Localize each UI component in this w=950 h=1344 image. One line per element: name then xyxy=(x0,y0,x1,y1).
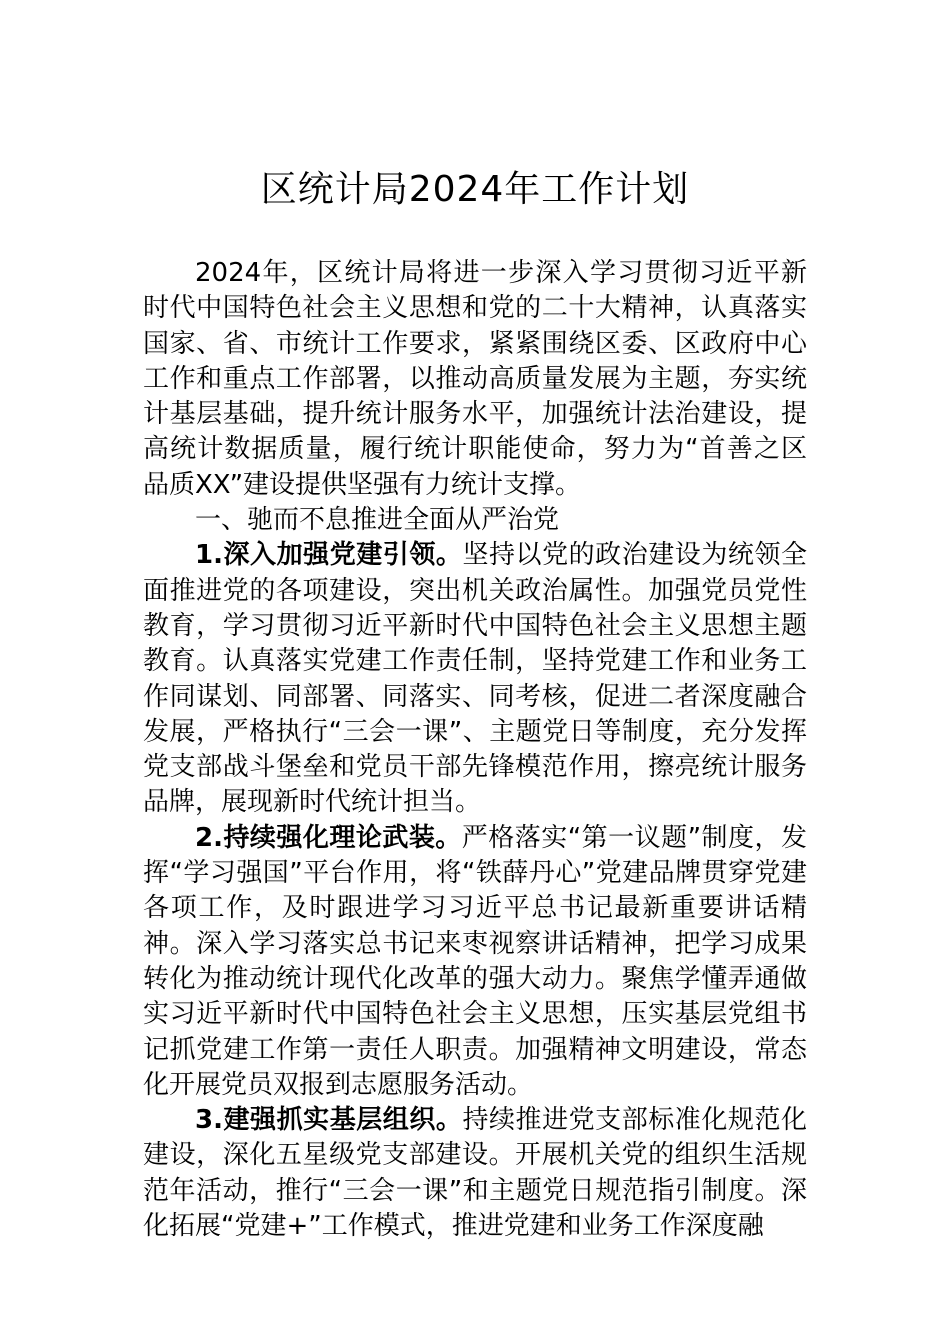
item-text: 持续推进党支部标准化规范化建设，深化五星级党支部建设。开展机关党的组织生活规范年活动，推行“三会一课”和主题党日规范指引制度。深化拓展“党建+”工作模式，推进党建和业务工作深度融 xyxy=(143,1105,807,1242)
item-paragraph xyxy=(143,538,807,820)
item-paragraph xyxy=(143,1103,807,1244)
item-text: 严格落实“第一议题”制度，发挥“学习强国”平台作用，将“铁薛丹心”党建品牌贯穿党建各项工作，及时跟进学习习近平总书记最新重要讲话精神。深入学习落实总书记来枣视察讲话精神，把学习成果转化为推动统计现代化改革的强大动力。聚焦学懂弄通做实习近平新时代中国特色社会主义思想，压实基层党组书记抓党建工作第一责任人职责。加强精神文明建设，常态化开展党员双报到志愿服务活动。 xyxy=(143,822,807,1100)
item-lead: 1.深入加强党建引领。 xyxy=(195,540,463,571)
item-lead: 3.建强抓实基层组织。 xyxy=(195,1105,463,1136)
item-paragraph xyxy=(143,821,807,1103)
intro-paragraph: 2024年，区统计局将进一步深入学习贯彻习近平新时代中国特色社会主义思想和党的二十大精神，认真落实国家、省、市统计工作要求，紧紧围绕区委、区政府中心工作和重点工作部署，以推动高质量发展为主题，夯实统计基层基础，提升统计服务水平，加强统计法治建设，提高统计数据质量，履行统计职能使命，努力为“首善之区 品质XX”建设提供坚强有力统计支撑。 xyxy=(143,258,807,500)
document-body xyxy=(143,256,807,1244)
item-text: 坚持以党的政治建设为统领全面推进党的各项建设，突出机关政治属性。加强党员党性教育，学习贯彻习近平新时代中国特色社会主义思想主题教育。认真落实党建工作责任制，坚持党建工作和业务工作同谋划、同部署、同落实、同考核，促进二者深度融合发展，严格执行“三会一课”、主题党日等制度，充分发挥党支部战斗堡垒和党员干部先锋模范作用，擦亮统计服务品牌，展现新时代统计担当。 xyxy=(143,540,807,818)
document-title: 区统计局2024年工作计划 xyxy=(260,169,690,210)
section-heading: 一、驰而不息推进全面从严治党 xyxy=(195,505,560,536)
item-lead: 2.持续强化理论武装。 xyxy=(195,822,462,853)
